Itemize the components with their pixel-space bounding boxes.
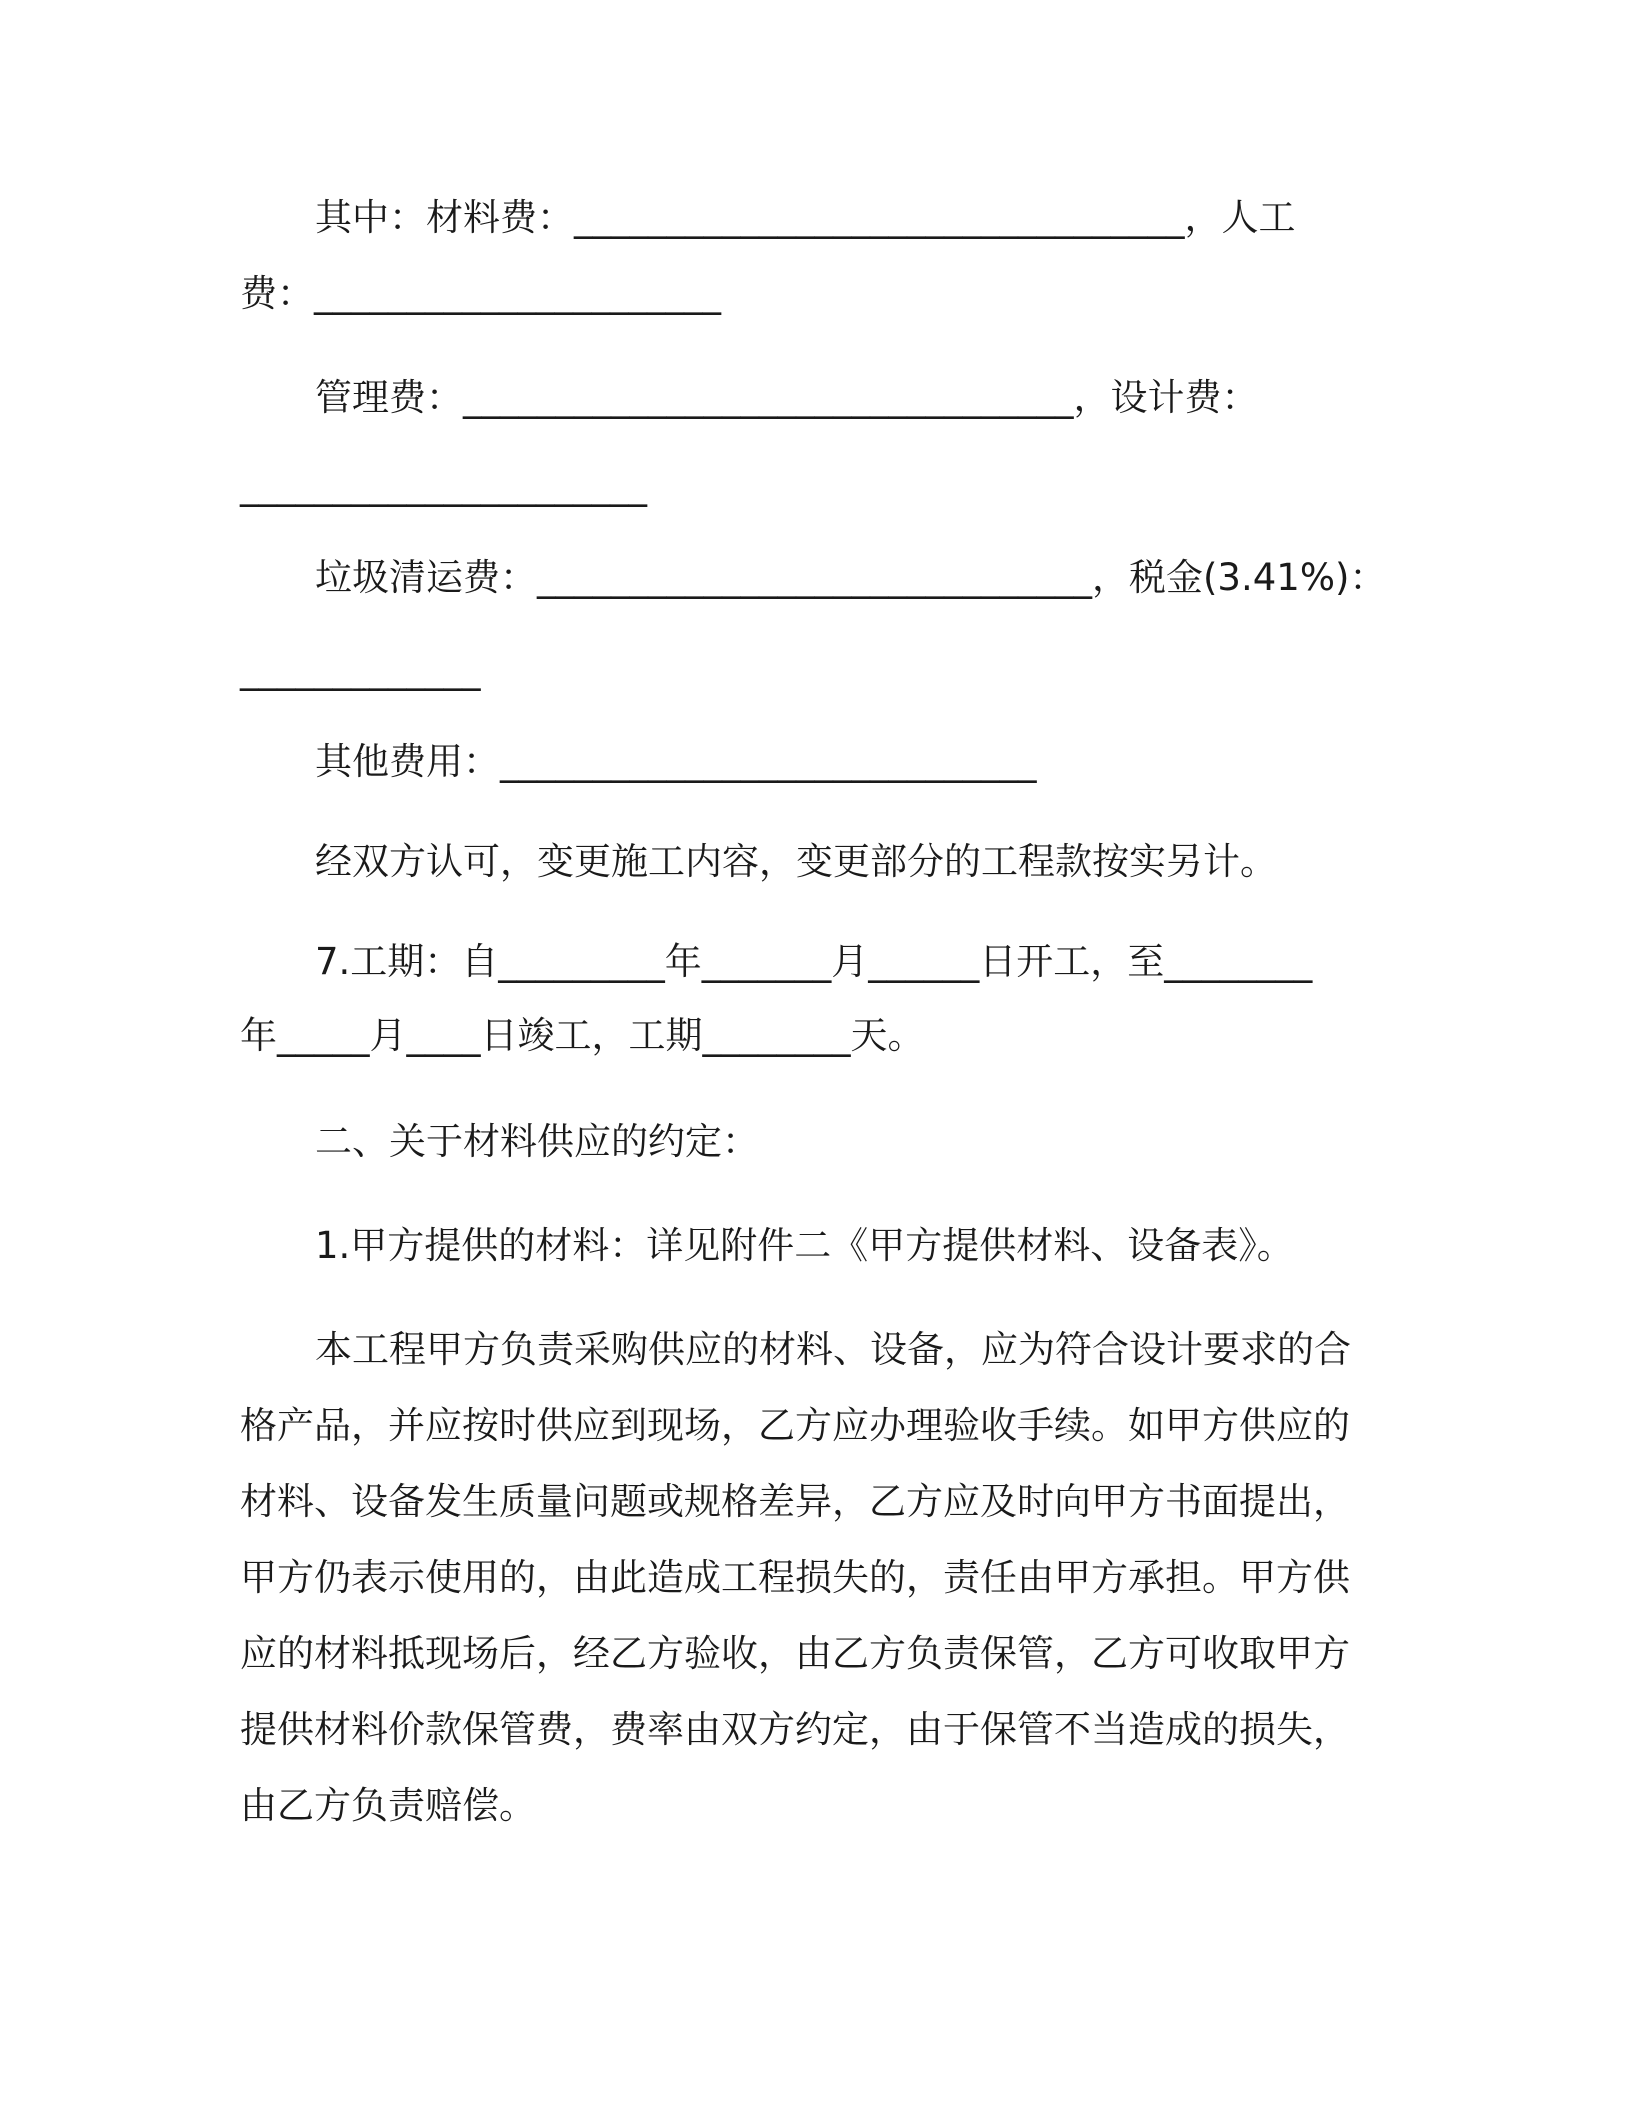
- paragraph-line-1: 本工程甲方负责采购供应的材料、设备，应为符合设计要求的合: [315, 1328, 1351, 1371]
- text-line-garbage-fee: 垃圾清运费：______________________________，税金(3.41%)：: [315, 556, 1387, 599]
- text-line-party-a-materials: 1.甲方提供的材料：详见附件二《甲方提供材料、设备表》。: [315, 1224, 1294, 1267]
- paragraph-line-7: 由乙方负责赔偿。: [240, 1784, 536, 1827]
- text-line-labor-fee: 费：______________________: [240, 272, 721, 315]
- section-heading-material-supply: 二、关于材料供应的约定：: [315, 1120, 759, 1163]
- text-line-design-fee-blank: ______________________: [240, 464, 647, 507]
- paragraph-line-4: 甲方仍表示使用的，由此造成工程损失的，责任由甲方承担。甲方供: [240, 1556, 1350, 1599]
- paragraph-line-2: 格产品，并应按时供应到现场，乙方应办理验收手续。如甲方供应的: [240, 1404, 1350, 1447]
- text-line-tax-blank: _____________: [240, 648, 481, 691]
- text-line-management-fee: 管理费：_________________________________，设计费：: [315, 376, 1259, 419]
- paragraph-line-5: 应的材料抵现场后，经乙方验收，由乙方负责保管，乙方可收取甲方: [240, 1632, 1350, 1675]
- paragraph-line-6: 提供材料价款保管费，费率由双方约定，由于保管不当造成的损失，: [240, 1708, 1350, 1751]
- text-line-other-fees: 其他费用：_____________________________: [315, 740, 1037, 783]
- text-line-duration-start: 7.工期：自_________年_______月______日开工，至________: [315, 940, 1313, 983]
- paragraph-line-3: 材料、设备发生质量问题或规格差异，乙方应及时向甲方书面提出，: [240, 1480, 1350, 1523]
- text-line-cost-breakdown: 其中：材料费：_________________________________，人工: [315, 196, 1296, 239]
- text-line-duration-end: 年_____月____日竣工，工期________天。: [240, 1014, 925, 1057]
- text-line-change-work: 经双方认可，变更施工内容，变更部分的工程款按实另计。: [315, 840, 1277, 883]
